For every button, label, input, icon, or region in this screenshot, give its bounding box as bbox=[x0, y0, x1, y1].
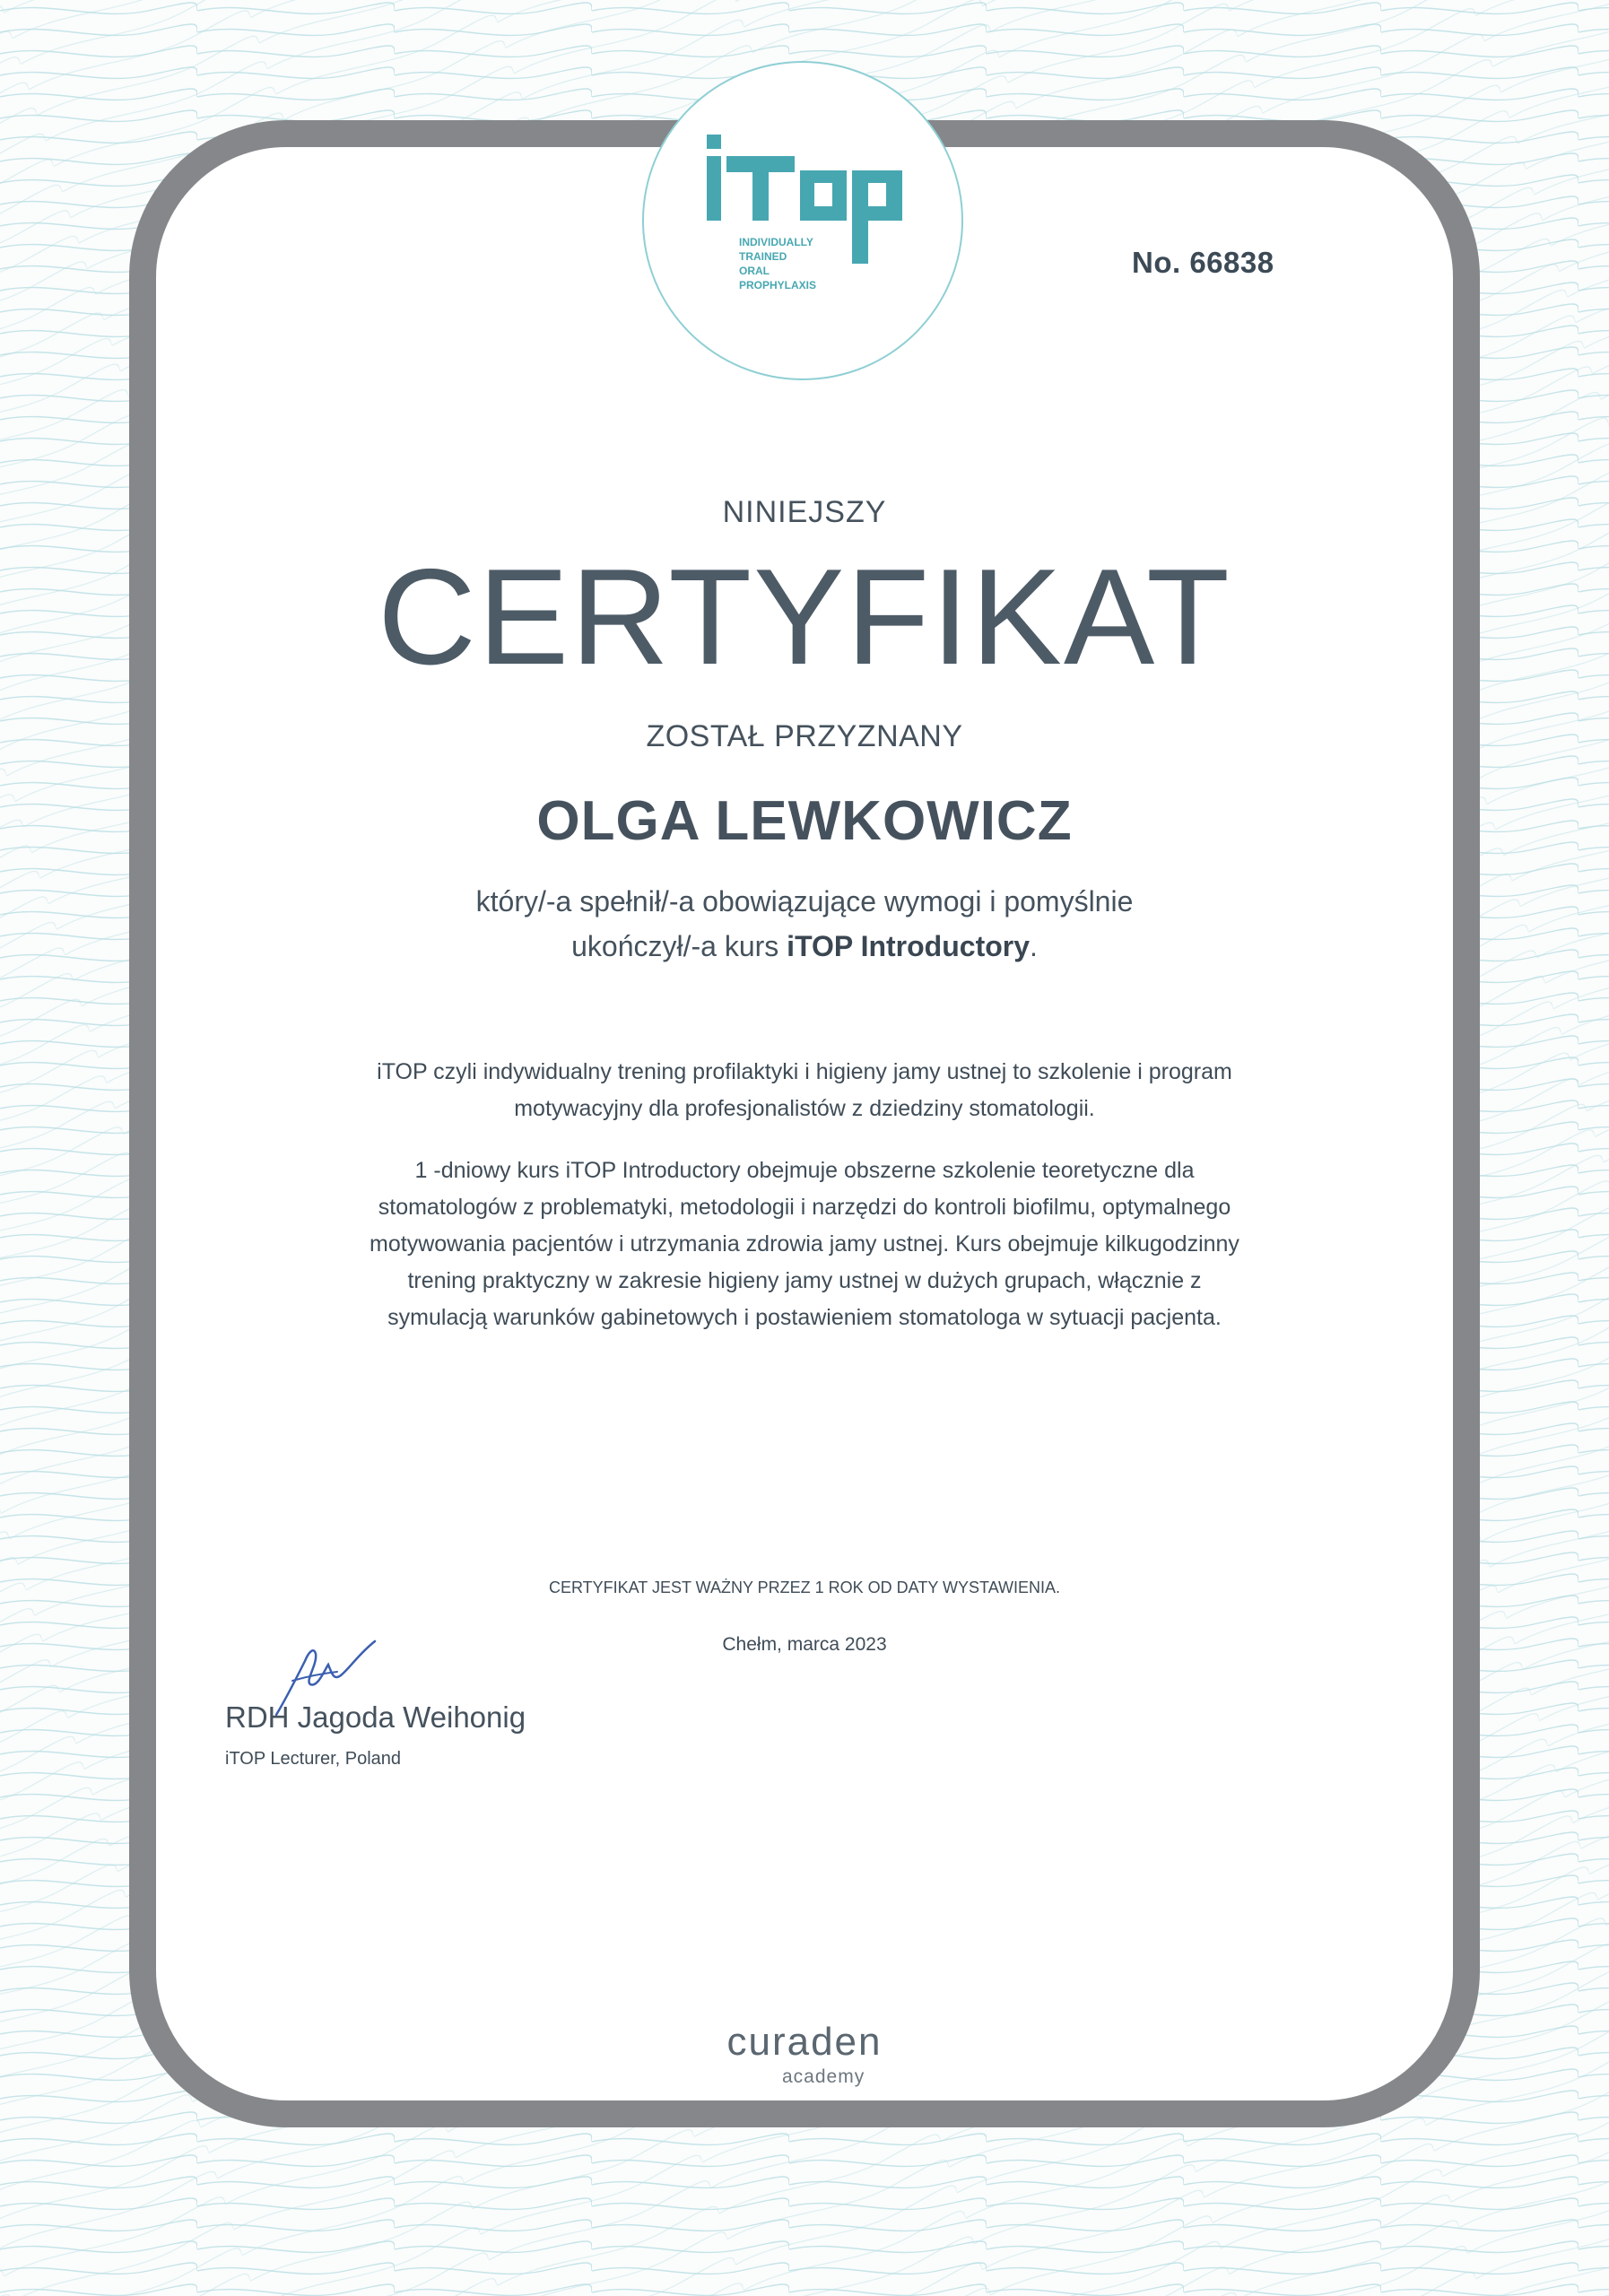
validity-note: CERTYFIKAT JEST WAŻNY PRZEZ 1 ROK OD DATY WYSTAWIENIA. bbox=[548, 1578, 1061, 1596]
itop-logo bbox=[642, 61, 963, 380]
certificate-number: No. 66838 bbox=[1132, 246, 1274, 279]
description-paragraph-2: 1 -dniowy kurs iTOP Introductory obejmuje obszerne szkolenie teoretyczne dla stomatologów z problematyki, metodologii i narzędzi do kontroli biofilmu, optymalnego motywowania pacjentów i utrzymania zdrowia jamy ustnej. Kurs obejmuje kilkugodzinny trening praktyczny w zakresie higieny jamy ustnej w dużych grupach, włącznie z symulacją warunków gabinetowych i postawieniem stomatologa w sytuacji pacjenta. bbox=[370, 1158, 1239, 1330]
completion-suffix: . bbox=[1030, 930, 1038, 962]
logo-tagline-1: INDIVIDUALLY bbox=[739, 236, 813, 248]
certificate-title: CERTYFIKAT bbox=[378, 541, 1231, 693]
logo-tagline-4: PROPHYLAXIS bbox=[739, 279, 817, 291]
course-name: iTOP Introductory bbox=[787, 930, 1031, 962]
intro-text: NINIEJSZY bbox=[722, 495, 887, 529]
description-paragraph-1: iTOP czyli indywidualny trening profilaktyki i higieny jamy ustnej to szkolenie i program motywacyjny dla profesjonalistów z dziedziny stomatologii. bbox=[377, 1059, 1232, 1121]
logo-tagline-2: TRAINED bbox=[739, 250, 787, 263]
curaden-academy-label: academy bbox=[782, 2066, 865, 2087]
awarded-text: ZOSTAŁ PRZYZNANY bbox=[646, 719, 963, 753]
signatory-role: iTOP Lecturer, Poland bbox=[225, 1749, 402, 1769]
completion-statement bbox=[0, 879, 1609, 969]
completion-line-1: który/-a spełnił/-a obowiązujące wymogi i pomyślnie bbox=[475, 885, 1134, 918]
recipient-name: OLGA LEWKOWICZ bbox=[536, 790, 1073, 852]
completion-line-2 bbox=[0, 924, 1609, 969]
curaden-logo: curaden bbox=[726, 2020, 883, 2064]
signatory-name: RDH Jagoda Weihonig bbox=[225, 1700, 526, 1734]
completion-prefix: ukończył/-a kurs bbox=[571, 930, 787, 962]
logo-tagline-3: ORAL bbox=[739, 265, 770, 277]
place-and-date: Chełm, marca 2023 bbox=[722, 1634, 887, 1655]
